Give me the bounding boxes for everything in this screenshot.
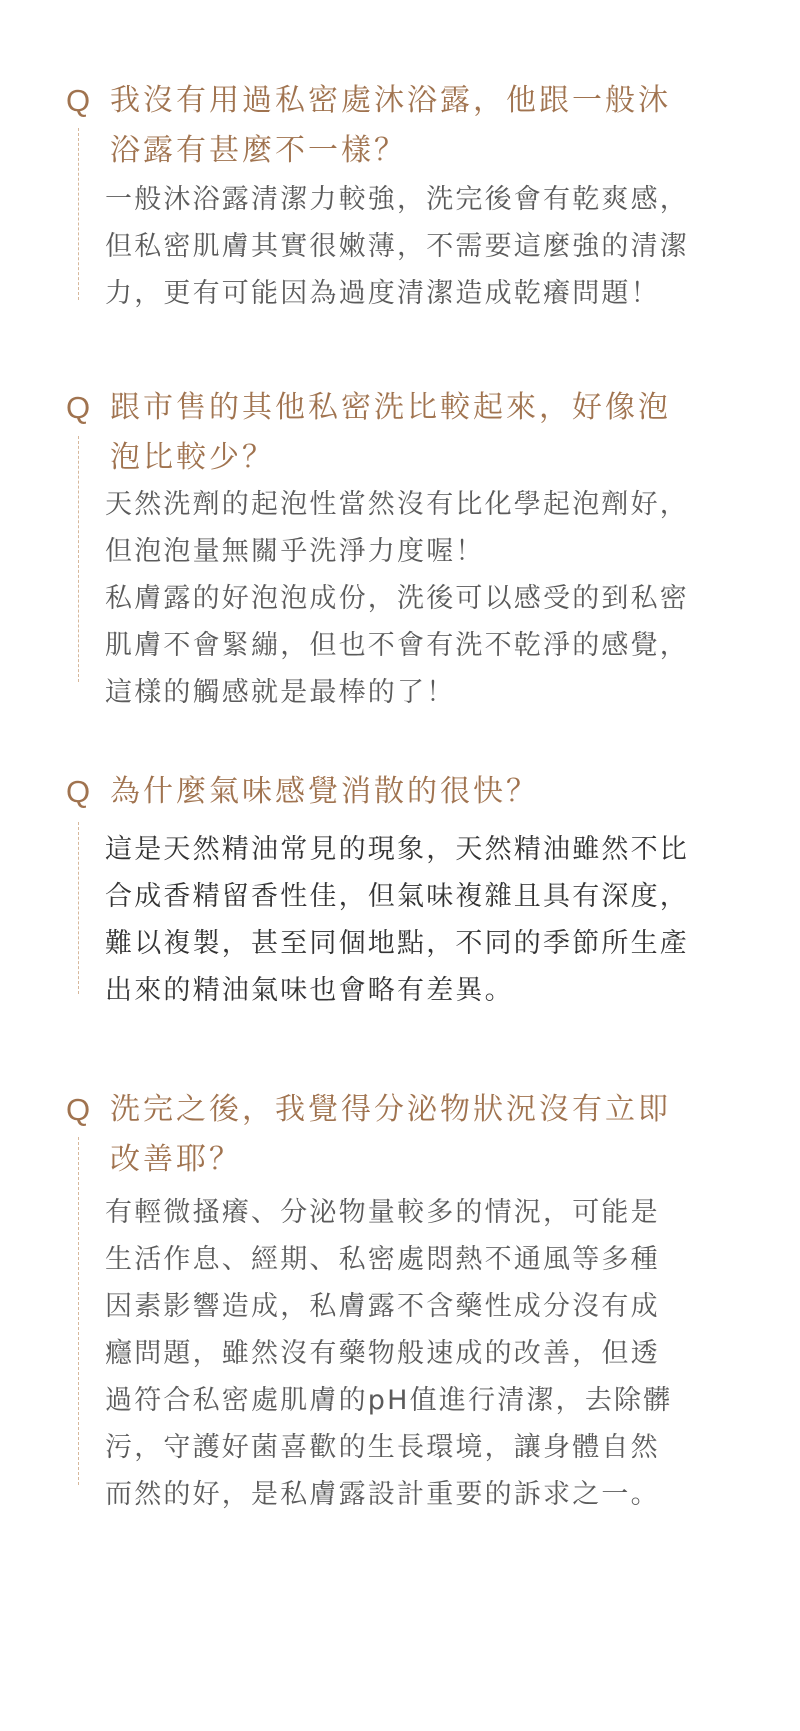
- answer-text: 有輕微搔癢、分泌物量較多的情況，可能是 生活作息、經期、私密處悶熱不通風等多種 因素影響造成，私膚露不含藥性成分沒有成 癮問題，雖然沒有藥物般速成的改善，但透 過符合私密處肌膚的pH值進行清潔，去除髒 污，守護好菌喜歡的生長環境，讓身體自然 而然的好，是私膚露設計重要的訴求之一。: [105, 1197, 673, 1510]
- dashed-divider: [78, 822, 79, 994]
- question-row: [66, 767, 746, 817]
- q-mark: Q: [66, 83, 91, 118]
- answer-text: 這是天然精油常見的現象，天然精油雖然不比 合成香精留香性佳，但氣味複雜且具有深度， 難以複製，甚至同個地點，不同的季節所生產 出來的精油氣味也會略有差異。: [105, 834, 689, 1006]
- answer-text: 天然洗劑的起泡性當然沒有比化學起泡劑好， 但泡泡量無關乎洗淨力度喔！ 私膚露的好泡泡成份，洗後可以感受的到私密 肌膚不會緊繃，但也不會有洗不乾淨的感覺， 這樣的觸感就是最棒的了！: [105, 489, 689, 708]
- dashed-divider: [78, 1137, 79, 1485]
- question-text: 我沒有用過私密處沐浴露，他跟一般沐 浴露有甚麼不一樣？: [110, 83, 671, 168]
- question-row: [66, 76, 746, 176]
- question-text: 為什麼氣味感覺消散的很快？: [110, 774, 539, 809]
- q-mark: Q: [66, 774, 91, 809]
- dashed-divider: [78, 128, 79, 300]
- q-mark: Q: [66, 1092, 91, 1127]
- question-text: 跟市售的其他私密洗比較起來，好像泡 泡比較少？: [110, 390, 671, 475]
- dashed-divider: [78, 436, 79, 682]
- answer-text: 一般沐浴露清潔力較強，洗完後會有乾爽感， 但私密肌膚其實很嫩薄，不需要這麼強的清潔 力，更有可能因為過度清潔造成乾癢問題！: [105, 184, 689, 309]
- question-row: [66, 1085, 746, 1185]
- question-row: [66, 383, 746, 483]
- question-text: 洗完之後，我覺得分泌物狀況沒有立即 改善耶？: [110, 1092, 671, 1177]
- q-mark: Q: [66, 390, 91, 425]
